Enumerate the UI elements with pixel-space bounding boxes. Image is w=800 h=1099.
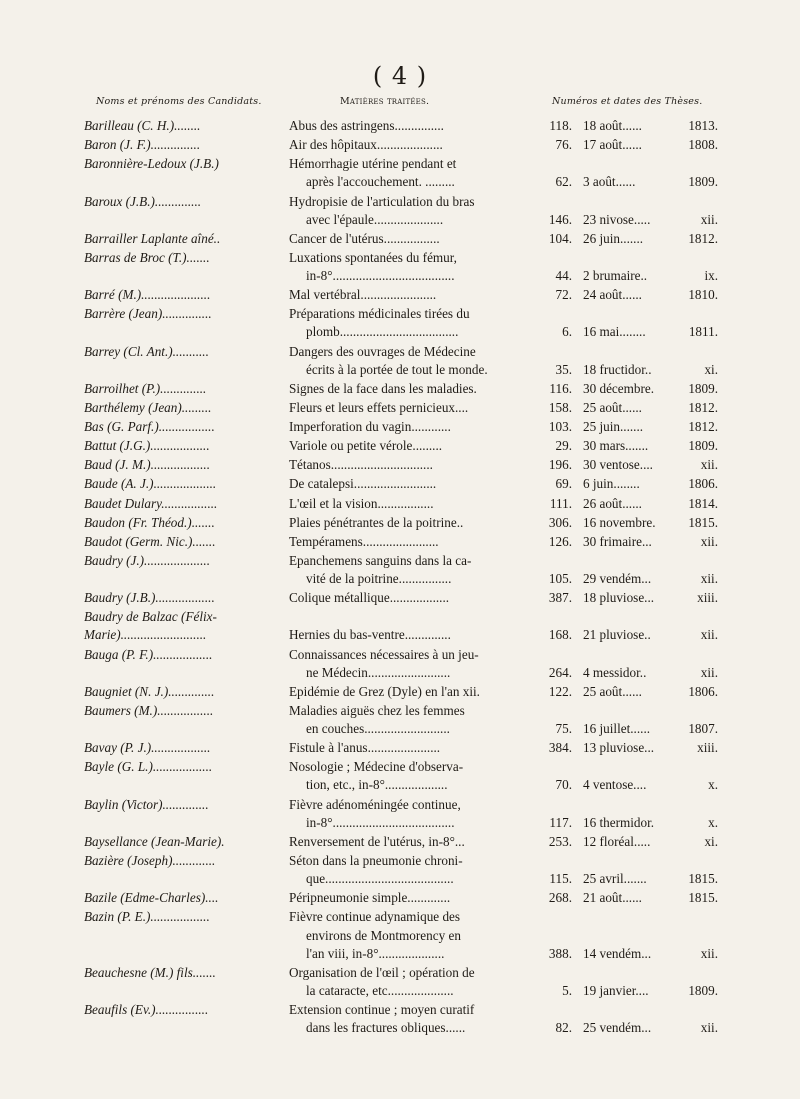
page-number: ( 4 )	[372, 62, 428, 90]
subject-line: environs de Montmorency en	[306, 927, 461, 943]
subject-line: plomb....................................	[306, 324, 459, 340]
subject-line: Fièvre continue adynamique des	[289, 909, 461, 925]
thesis-year: 1812.	[688, 419, 718, 435]
subject-line: Cancer de l'utérus.................	[289, 230, 440, 246]
thesis-number: 158.	[548, 400, 572, 415]
subject-line: dans les fractures obliques......	[306, 1020, 466, 1036]
thesis-date: 25 avril.......	[583, 871, 647, 887]
subject-line: Imperforation du vagin............	[289, 419, 451, 435]
candidate-name: Baylin (Victor)..............	[84, 796, 209, 812]
thesis-date: 30 frimaire...	[583, 533, 652, 549]
thesis-year: xii.	[700, 457, 718, 473]
candidate-name: Baumers (M.).................	[84, 702, 214, 718]
thesis-year: 1814.	[688, 495, 718, 511]
thesis-year: x.	[708, 777, 718, 793]
thesis-year: 1815.	[688, 514, 718, 530]
candidate-name: Barroilhet (P.)..............	[84, 380, 207, 396]
subject-line: Hémorrhagie utérine pendant et	[289, 156, 457, 172]
candidate-name: Bazière (Joseph).............	[84, 853, 216, 868]
thesis-number: 388.	[548, 945, 572, 961]
thesis-year: 1812.	[688, 230, 718, 246]
list-item	[0, 609, 800, 645]
thesis-number: 384.	[548, 740, 572, 756]
list-item	[0, 684, 800, 702]
subject-line: Nosologie ; Médecine d'observa-	[289, 759, 464, 775]
subject-line: l'an viii, in-8°....................	[306, 945, 445, 961]
list-item	[0, 381, 800, 399]
candidate-name: Baroux (J.B.)..............	[84, 193, 202, 209]
thesis-date: 25 août......	[583, 400, 642, 415]
subject-line: Organisation de l'œil ; opération de	[289, 964, 475, 980]
list-item	[0, 419, 800, 437]
candidate-name-cont: Marie)..........................	[84, 627, 207, 643]
list-item	[0, 797, 800, 833]
candidate-name: Beauchesne (M.) fils.......	[84, 964, 216, 980]
candidate-name: Baudet Dulary.................	[84, 495, 218, 511]
thesis-date: 25 juin.......	[583, 419, 644, 435]
subject-line: Hydropisie de l'articulation du bras	[289, 193, 475, 209]
header-candidates: Noms et prénoms des Candidats.	[96, 96, 262, 107]
thesis-year: 1809.	[688, 983, 718, 999]
subject-line: que.......................................	[306, 871, 454, 887]
subject-line: après l'accouchement. .........	[306, 174, 455, 190]
candidate-name: Baugniet (N. J.)..............	[84, 683, 215, 699]
subject-line: la cataracte, etc....................	[306, 983, 454, 999]
thesis-year: 1812.	[688, 400, 718, 415]
subject-line: Tétanos...............................	[289, 457, 433, 473]
thesis-date: 2 brumaire..	[583, 268, 648, 284]
thesis-year: xii.	[700, 533, 718, 549]
subject-line: Fleurs et leurs effets pernicieux....	[289, 400, 469, 415]
thesis-number: 103.	[548, 419, 572, 435]
thesis-number: 62.	[555, 174, 572, 190]
thesis-year: 1811.	[688, 324, 718, 340]
subject-line: De catalepsi.........................	[289, 476, 437, 492]
thesis-date: 16 mai........	[583, 324, 646, 340]
thesis-date: 26 juin.......	[583, 230, 644, 246]
thesis-number: 29.	[555, 438, 572, 454]
list-item	[0, 965, 800, 1001]
candidate-name: Battut (J.G.)..................	[84, 438, 210, 454]
candidate-name: Baudon (Fr. Théod.).......	[84, 514, 215, 530]
thesis-date: 24 août......	[583, 287, 642, 303]
header-subjects: Matières traitées.	[340, 96, 430, 107]
thesis-year: 1809.	[688, 174, 718, 190]
thesis-number: 116.	[549, 380, 572, 396]
thesis-number: 168.	[548, 627, 572, 643]
thesis-date: 4 messidor..	[583, 664, 647, 680]
thesis-number: 196.	[548, 457, 572, 473]
thesis-date: 18 fructidor..	[583, 361, 652, 377]
thesis-year: 1809.	[688, 438, 718, 454]
thesis-number: 6.	[562, 324, 572, 340]
candidate-name: Baysellance (Jean-Marie).	[84, 833, 225, 849]
thesis-year: xiii.	[697, 740, 718, 756]
list-item	[0, 156, 800, 192]
candidate-name: Barrailler Laplante aîné..	[84, 230, 221, 246]
thesis-date: 16 juillet......	[583, 721, 651, 737]
list-item	[0, 853, 800, 889]
thesis-date: 4 ventose....	[583, 777, 647, 793]
list-item	[0, 1002, 800, 1038]
candidate-name: Baudry (J.B.)..................	[84, 590, 215, 606]
thesis-number: 5.	[562, 983, 572, 999]
thesis-year: xii.	[700, 945, 718, 961]
subject-line: Signes de la face dans les maladies.	[289, 380, 477, 396]
list-item	[0, 740, 800, 758]
list-item	[0, 250, 800, 286]
subject-line: Hernies du bas-ventre..............	[289, 627, 451, 643]
thesis-date: 18 pluviose...	[583, 590, 655, 606]
subject-line: Péripneumonie simple.............	[289, 890, 451, 906]
thesis-date: 29 vendém...	[583, 570, 652, 586]
candidate-name: Baudry (J.)....................	[84, 552, 210, 568]
candidate-name: Bas (G. Parf.).................	[84, 419, 215, 435]
list-item	[0, 647, 800, 683]
thesis-date: 14 vendém...	[583, 945, 652, 961]
thesis-date: 25 vendém...	[583, 1020, 652, 1036]
thesis-date: 21 pluviose..	[583, 627, 651, 643]
thesis-number: 118.	[549, 118, 572, 133]
candidate-name: Baudry de Balzac (Félix-	[84, 609, 217, 625]
thesis-number: 115.	[549, 871, 572, 887]
thesis-date: 3 août......	[583, 174, 636, 190]
subject-line: écrits à la portée de tout le monde.	[306, 361, 488, 377]
thesis-year: 1807.	[688, 721, 718, 737]
list-item	[0, 515, 800, 533]
thesis-number: 117.	[549, 814, 572, 830]
list-item	[0, 534, 800, 552]
list-item	[0, 344, 800, 380]
subject-line: Epanchemens sanguins dans la ca-	[289, 552, 472, 568]
header-thesis-numbers: Numéros et dates des Thèses.	[552, 96, 703, 107]
subject-line: Mal vertébral.......................	[289, 287, 437, 303]
candidate-name: Barré (M.).....................	[84, 287, 211, 303]
thesis-number: 122.	[548, 683, 572, 699]
candidate-name: Barrère (Jean)...............	[84, 306, 212, 322]
thesis-year: 1806.	[688, 476, 718, 492]
list-item	[0, 703, 800, 739]
candidate-name: Barrey (Cl. Ant.)...........	[84, 343, 209, 359]
thesis-number: 104.	[548, 230, 572, 246]
list-item	[0, 553, 800, 589]
thesis-number: 35.	[555, 361, 572, 377]
thesis-year: 1808.	[688, 137, 718, 153]
candidate-name: Baude (A. J.)...................	[84, 476, 217, 492]
thesis-date: 30 décembre.	[583, 380, 655, 396]
thesis-year: xiii.	[697, 590, 718, 606]
thesis-date: 30 mars.......	[583, 438, 649, 454]
subject-line: Extension continue ; moyen curatif	[289, 1002, 475, 1018]
thesis-year: x.	[708, 814, 718, 830]
thesis-number: 82.	[555, 1020, 572, 1036]
list-item	[0, 590, 800, 608]
subject-line: Variole ou petite vérole.........	[289, 438, 443, 454]
thesis-year: 1810.	[688, 287, 718, 303]
thesis-date: 18 août......	[583, 118, 642, 133]
thesis-year: xii.	[700, 1020, 718, 1036]
list-item	[0, 194, 800, 230]
thesis-number: 387.	[548, 590, 572, 606]
thesis-number: 75.	[555, 721, 572, 737]
thesis-date: 12 floréal.....	[583, 833, 651, 849]
subject-line: avec l'épaule.....................	[306, 211, 444, 227]
thesis-date: 19 janvier....	[583, 983, 649, 999]
thesis-year: xii.	[700, 211, 718, 227]
thesis-number: 44.	[555, 268, 572, 284]
thesis-year: xii.	[700, 664, 718, 680]
subject-line: vité de la poitrine................	[306, 570, 452, 586]
candidate-name: Barras de Broc (T.).......	[84, 249, 210, 265]
list-item	[0, 476, 800, 494]
candidate-name: Barthélemy (Jean).........	[84, 400, 212, 415]
subject-line: Luxations spontanées du fémur,	[289, 249, 457, 265]
thesis-year: 1815.	[688, 871, 718, 887]
subject-line: Préparations médicinales tirées du	[289, 306, 470, 322]
thesis-date: 26 août......	[583, 495, 642, 511]
candidate-name: Bazin (P. E.)..................	[84, 909, 210, 925]
candidate-name: Bauga (P. F.)..................	[84, 646, 213, 662]
candidate-name: Bavay (P. J.)..................	[84, 740, 211, 756]
list-item	[0, 909, 800, 964]
subject-line: tion, etc., in-8°...................	[306, 777, 448, 793]
subject-line: L'œil et la vision.................	[289, 495, 434, 511]
list-item	[0, 137, 800, 155]
list-item	[0, 890, 800, 908]
thesis-number: 111.	[549, 495, 572, 511]
thesis-year: 1809.	[688, 380, 718, 396]
list-item	[0, 231, 800, 249]
thesis-number: 146.	[548, 211, 572, 227]
thesis-date: 23 nivose.....	[583, 211, 651, 227]
candidate-name: Baudot (Germ. Nic.).......	[84, 533, 216, 549]
thesis-number: 76.	[555, 137, 572, 153]
thesis-year: 1815.	[688, 890, 718, 906]
thesis-year: xii.	[700, 627, 718, 643]
subject-line: Maladies aiguës chez les femmes	[289, 702, 465, 718]
thesis-year: ix.	[704, 268, 718, 284]
list-item	[0, 400, 800, 418]
thesis-year: 1806.	[688, 683, 718, 699]
subject-line: Tempéramens.......................	[289, 533, 439, 549]
thesis-date: 16 thermidor.	[583, 814, 655, 830]
thesis-number: 306.	[548, 514, 572, 530]
subject-line: Connaissances nécessaires à un jeu-	[289, 646, 479, 662]
list-item	[0, 496, 800, 514]
thesis-date: 21 août......	[583, 890, 642, 906]
subject-line: Fistule à l'anus......................	[289, 740, 441, 756]
subject-line: Abus des astringens...............	[289, 118, 444, 133]
list-item	[0, 834, 800, 852]
list-item	[0, 287, 800, 305]
thesis-number: 264.	[548, 664, 572, 680]
subject-line: Air des hôpitaux....................	[289, 137, 443, 153]
thesis-number: 72.	[555, 287, 572, 303]
list-item	[0, 306, 800, 342]
subject-line: in-8°.....................................	[306, 814, 455, 830]
subject-line: Renversement de l'utérus, in-8°...	[289, 833, 465, 849]
thesis-date: 17 août......	[583, 137, 642, 153]
subject-line: Plaies pénétrantes de la poitrine..	[289, 514, 464, 530]
thesis-number: 69.	[555, 476, 572, 492]
thesis-date: 6 juin........	[583, 476, 640, 492]
list-item	[0, 457, 800, 475]
candidate-name: Baronnière-Ledoux (J.B.)	[84, 156, 219, 172]
candidate-name: Barilleau (C. H.)........	[84, 118, 201, 133]
candidate-name: Beaufils (Ev.)................	[84, 1002, 209, 1018]
subject-line: Fièvre adénoméningée continue,	[289, 796, 461, 812]
thesis-date: 13 pluviose...	[583, 740, 655, 756]
thesis-number: 268.	[548, 890, 572, 906]
thesis-year: xi.	[704, 361, 718, 377]
thesis-year: xi.	[704, 833, 718, 849]
thesis-number: 126.	[548, 533, 572, 549]
list-item	[0, 438, 800, 456]
thesis-year: xii.	[700, 570, 718, 586]
thesis-date: 25 août......	[583, 683, 642, 699]
thesis-date: 16 novembre.	[583, 514, 656, 530]
candidate-name: Bazile (Edme-Charles)....	[84, 890, 219, 906]
subject-line: Séton dans la pneumonie chroni-	[289, 853, 463, 868]
subject-line: en couches..........................	[306, 721, 450, 737]
candidate-name: Baron (J. F.)...............	[84, 137, 201, 153]
thesis-number: 70.	[555, 777, 572, 793]
thesis-year: 1813.	[688, 118, 718, 133]
subject-line: in-8°.....................................	[306, 268, 455, 284]
subject-line: ne Médecin.........................	[306, 664, 451, 680]
candidate-name: Bayle (G. L.)..................	[84, 759, 213, 775]
candidate-name: Baud (J. M.)..................	[84, 457, 210, 473]
subject-line: Epidémie de Grez (Dyle) en l'an xii.	[289, 683, 480, 699]
subject-line: Colique métallique..................	[289, 590, 450, 606]
thesis-date: 30 ventose....	[583, 457, 653, 473]
thesis-number: 253.	[548, 833, 572, 849]
list-item	[0, 118, 800, 136]
subject-line: Dangers des ouvrages de Médecine	[289, 343, 476, 359]
list-item	[0, 759, 800, 795]
thesis-number: 105.	[548, 570, 572, 586]
